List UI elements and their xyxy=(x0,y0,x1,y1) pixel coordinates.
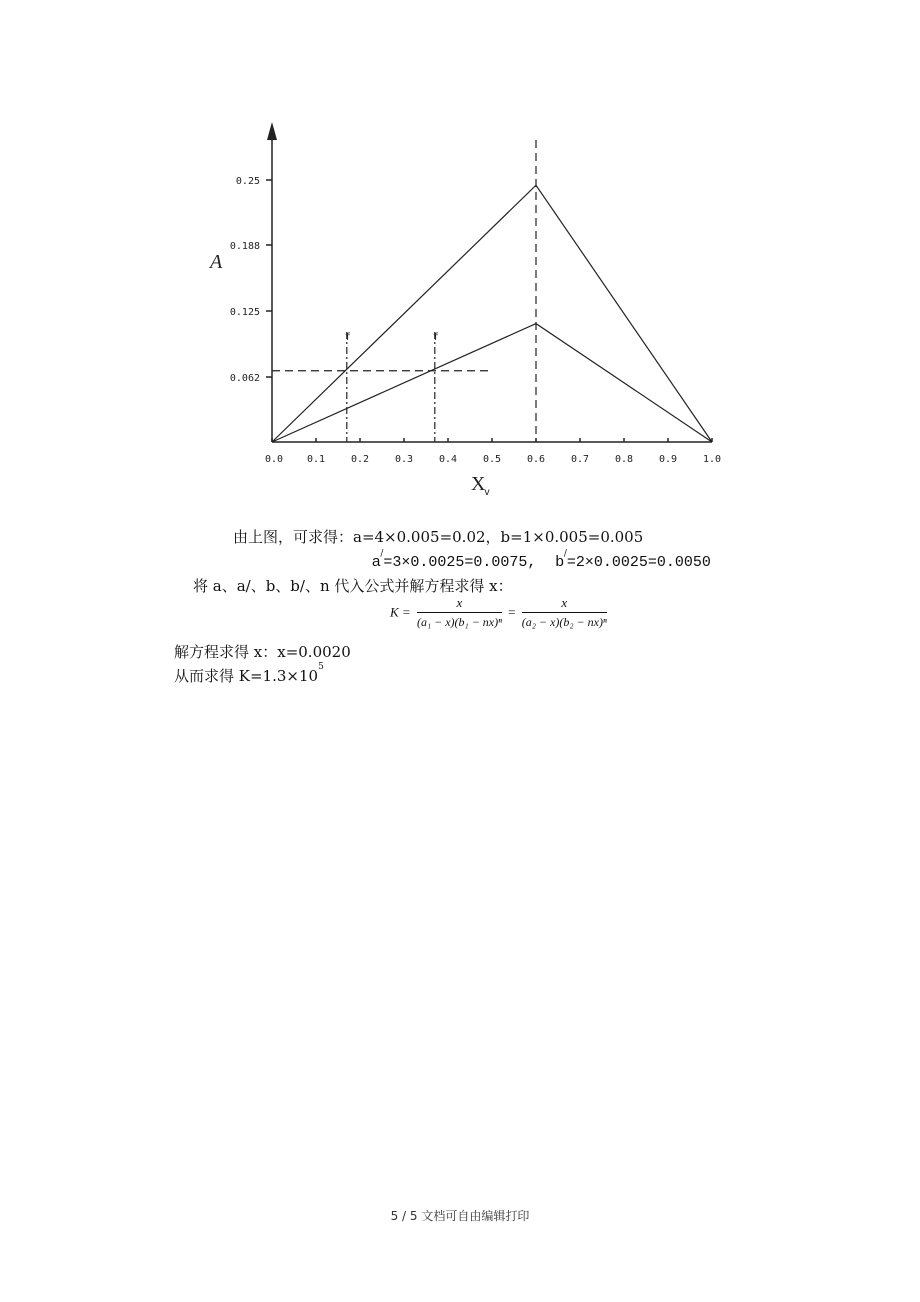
a-prime-value: =3×0.0025=0.0075, xyxy=(383,554,537,571)
equilibrium-formula xyxy=(390,595,610,643)
formula-equals: = xyxy=(508,604,516,620)
fraction-2-denominator: (a₂ − x)(b₂ − nx)ⁿ xyxy=(521,615,607,629)
y-axis-title: A xyxy=(210,251,223,273)
fraction-1-denominator: (a₁ − x)(b₁ − nx)ⁿ xyxy=(416,615,502,629)
x-tick-label: 0.6 xyxy=(526,454,546,465)
x-tick-label: 0.2 xyxy=(350,454,370,465)
vertical-line-marker: f xyxy=(344,332,351,343)
b-prime-mark: / xyxy=(563,549,567,559)
k-result-text: 从而求得 K=1.3×10 xyxy=(174,667,319,685)
a-prime-label: a xyxy=(372,553,381,570)
x-tick-label: 0.3 xyxy=(394,454,414,465)
chart-plot-area xyxy=(208,122,721,498)
result-line-2 xyxy=(372,549,711,571)
y-axis-arrow xyxy=(267,122,277,140)
solution-text: 解方程求得 x：x=0.0020 xyxy=(174,643,351,661)
fraction-2-numerator: x xyxy=(522,595,607,613)
a-prime-mark: / xyxy=(380,549,384,559)
substitution-text: 将 a、a/、b、b/、n 代入公式并解方程求得 x： xyxy=(193,577,513,595)
x-tick-label: 0.9 xyxy=(658,454,678,465)
chart xyxy=(190,110,750,510)
vertical-line-marker: f xyxy=(432,332,439,343)
solution-line xyxy=(174,641,351,662)
page-footer: 5 / 5 文档可自由编辑打印 xyxy=(390,1209,530,1223)
k-result-exponent: 5 xyxy=(318,662,324,672)
x-tick-label: 0.8 xyxy=(614,454,634,465)
x-tick-label: 0.0 xyxy=(264,454,284,465)
b-prime-label: b xyxy=(555,553,564,570)
y-tick-label: 0.125 xyxy=(229,307,260,318)
series-line-upper xyxy=(272,185,712,442)
fraction-2 xyxy=(522,595,607,630)
x-tick-label: 1.0 xyxy=(702,454,722,465)
k-result-line xyxy=(174,662,324,686)
fraction-1 xyxy=(417,595,502,630)
y-tick-label: 0.188 xyxy=(229,240,260,252)
x-axis-title-subscript: v xyxy=(484,487,491,498)
x-tick-label: 0.1 xyxy=(306,454,326,465)
substitution-line xyxy=(193,575,513,596)
x-tick-label: 0.7 xyxy=(570,454,590,465)
result-text-ab: 由上图，可求得：a=4×0.005=0.02，b=1×0.005=0.005 xyxy=(233,528,644,546)
x-axis-title: X xyxy=(471,473,486,495)
y-tick-label: 0.25 xyxy=(235,176,260,187)
b-prime-value: =2×0.0025=0.0050 xyxy=(566,554,711,571)
series-line-lower xyxy=(272,324,712,442)
result-line-1 xyxy=(233,526,643,547)
x-tick-label: 0.5 xyxy=(482,454,502,465)
x-tick-label: 0.4 xyxy=(438,454,458,465)
y-tick-label: 0.062 xyxy=(229,373,260,385)
formula-lhs: K = xyxy=(390,604,411,620)
fraction-1-numerator: x xyxy=(417,595,502,613)
